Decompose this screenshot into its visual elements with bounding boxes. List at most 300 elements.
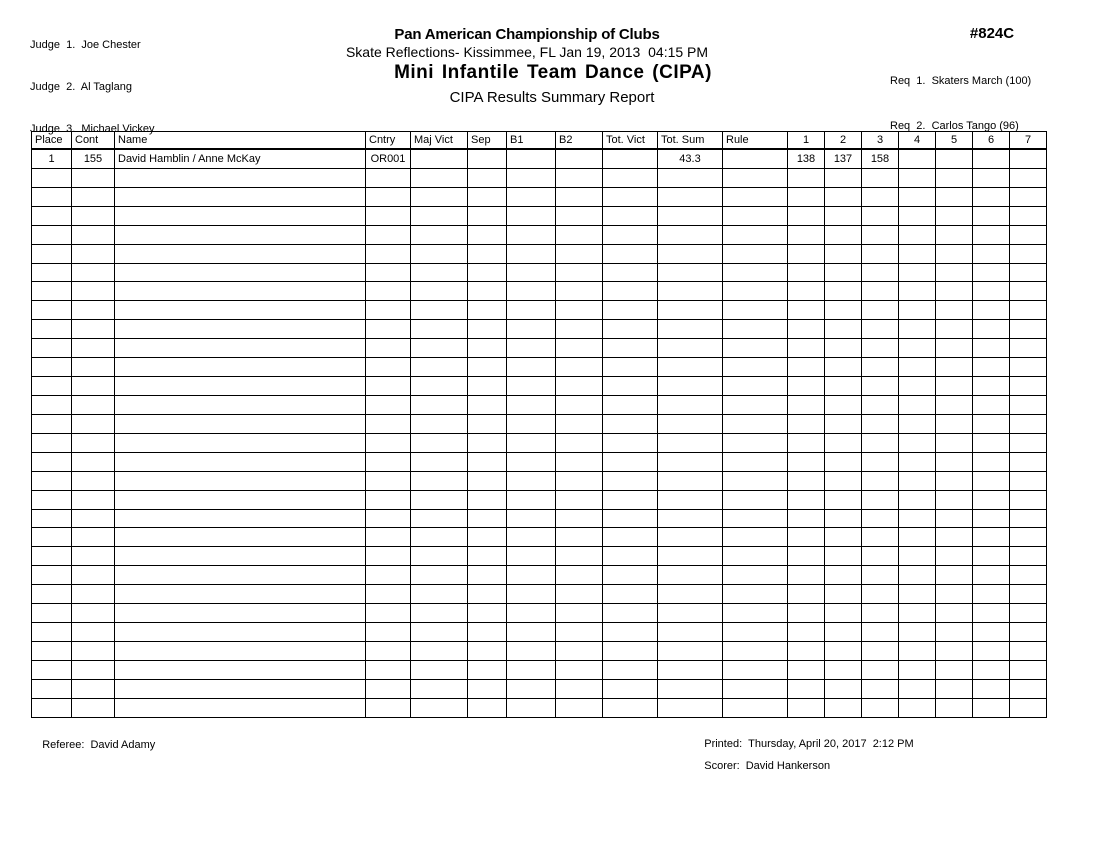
column-header-tot-vict: Tot. Vict	[603, 132, 658, 150]
table-cell	[723, 168, 788, 187]
table-cell	[366, 301, 411, 320]
table-cell	[507, 282, 556, 301]
table-cell	[32, 509, 72, 528]
table-cell	[788, 433, 825, 452]
table-cell	[603, 528, 658, 547]
table-cell	[603, 566, 658, 585]
table-cell	[825, 225, 862, 244]
table-cell	[32, 641, 72, 660]
table-cell	[973, 679, 1010, 698]
table-cell	[603, 623, 658, 642]
table-cell	[32, 604, 72, 623]
table-cell	[366, 490, 411, 509]
table-cell	[862, 225, 899, 244]
table-cell	[32, 528, 72, 547]
table-cell	[603, 585, 658, 604]
table-cell	[603, 358, 658, 377]
table-cell	[507, 377, 556, 396]
table-cell	[723, 244, 788, 263]
table-cell	[658, 320, 723, 339]
table-cell	[723, 320, 788, 339]
table-cell	[507, 547, 556, 566]
table-cell	[507, 395, 556, 414]
table-cell	[72, 263, 115, 282]
table-cell	[468, 414, 507, 433]
table-cell	[1010, 206, 1047, 225]
column-header-cntry: Cntry	[366, 132, 411, 150]
column-header-b1: B1	[507, 132, 556, 150]
table-cell	[723, 660, 788, 679]
table-cell	[788, 244, 825, 263]
table-cell	[973, 149, 1010, 168]
table-cell	[788, 320, 825, 339]
table-cell	[556, 528, 603, 547]
table-cell	[115, 377, 366, 396]
table-cell	[366, 641, 411, 660]
table-cell	[973, 641, 1010, 660]
table-cell	[72, 679, 115, 698]
table-cell	[32, 452, 72, 471]
table-cell	[973, 244, 1010, 263]
table-cell	[825, 414, 862, 433]
table-cell	[556, 452, 603, 471]
table-cell	[603, 547, 658, 566]
table-cell	[366, 358, 411, 377]
table-cell	[899, 301, 936, 320]
table-cell	[556, 566, 603, 585]
table-cell	[603, 414, 658, 433]
table-cell	[862, 698, 899, 717]
table-cell	[72, 206, 115, 225]
table-cell	[825, 320, 862, 339]
table-cell	[72, 395, 115, 414]
table-cell	[658, 509, 723, 528]
table-cell	[1010, 395, 1047, 414]
table-cell	[72, 528, 115, 547]
table-cell	[899, 528, 936, 547]
table-cell	[32, 623, 72, 642]
table-cell	[468, 206, 507, 225]
table-cell	[507, 263, 556, 282]
venue-date-line: Skate Reflections- Kissimmee, FL Jan 19, 2013 04:15 PM	[345, 44, 709, 60]
table-cell	[366, 244, 411, 263]
table-cell	[1010, 187, 1047, 206]
table-cell: 138	[788, 149, 825, 168]
table-cell	[556, 244, 603, 263]
table-cell	[411, 490, 468, 509]
column-header-5: 5	[936, 132, 973, 150]
table-cell	[507, 623, 556, 642]
table-cell	[1010, 528, 1047, 547]
table-cell	[603, 490, 658, 509]
table-cell	[1010, 414, 1047, 433]
table-cell	[32, 339, 72, 358]
table-cell	[366, 263, 411, 282]
table-cell	[366, 623, 411, 642]
table-cell	[862, 471, 899, 490]
table-cell	[825, 604, 862, 623]
printed-value: Thursday, April 20, 2017 2:12 PM	[748, 738, 914, 750]
table-cell	[507, 604, 556, 623]
table-cell	[32, 585, 72, 604]
result-row	[32, 149, 1047, 168]
table-cell	[1010, 149, 1047, 168]
table-cell	[32, 187, 72, 206]
table-cell	[862, 339, 899, 358]
table-cell	[507, 225, 556, 244]
table-cell	[1010, 585, 1047, 604]
table-cell	[366, 414, 411, 433]
table-cell	[788, 339, 825, 358]
table-cell	[899, 320, 936, 339]
table-cell	[862, 623, 899, 642]
table-cell	[825, 679, 862, 698]
column-header-4: 4	[899, 132, 936, 150]
table-cell	[723, 339, 788, 358]
table-cell	[936, 395, 973, 414]
table-cell: 155	[72, 149, 115, 168]
table-cell	[32, 660, 72, 679]
empty-row	[32, 528, 1047, 547]
table-cell	[936, 282, 973, 301]
table-cell	[411, 623, 468, 642]
table-cell	[556, 585, 603, 604]
table-cell	[411, 206, 468, 225]
table-cell	[468, 528, 507, 547]
table-cell	[658, 206, 723, 225]
table-cell	[411, 282, 468, 301]
column-header-7: 7	[1010, 132, 1047, 150]
table-cell	[658, 225, 723, 244]
table-cell	[115, 660, 366, 679]
requirement-line-2: Req 2. Carlos Tango (96)	[890, 120, 1019, 132]
table-cell	[115, 206, 366, 225]
table-cell	[32, 679, 72, 698]
empty-row	[32, 414, 1047, 433]
table-cell	[825, 168, 862, 187]
table-cell	[899, 547, 936, 566]
table-cell	[72, 433, 115, 452]
table-cell	[556, 490, 603, 509]
table-cell	[556, 187, 603, 206]
table-cell	[936, 452, 973, 471]
table-cell	[603, 377, 658, 396]
table-cell	[936, 433, 973, 452]
table-cell	[862, 414, 899, 433]
table-cell	[115, 282, 366, 301]
table-cell	[862, 509, 899, 528]
table-cell	[899, 641, 936, 660]
table-cell	[1010, 641, 1047, 660]
table-cell	[72, 490, 115, 509]
table-cell	[825, 490, 862, 509]
table-cell	[1010, 377, 1047, 396]
table-cell	[366, 698, 411, 717]
table-cell	[32, 414, 72, 433]
table-cell	[115, 585, 366, 604]
empty-row	[32, 698, 1047, 717]
table-cell	[603, 395, 658, 414]
table-cell	[115, 414, 366, 433]
column-header-sep: Sep	[468, 132, 507, 150]
table-cell	[723, 698, 788, 717]
table-cell	[32, 301, 72, 320]
table-cell	[32, 263, 72, 282]
table-cell	[658, 471, 723, 490]
table-cell	[366, 679, 411, 698]
table-cell	[788, 641, 825, 660]
table-cell: 43.3	[658, 149, 723, 168]
table-cell	[603, 679, 658, 698]
table-cell	[936, 641, 973, 660]
table-cell	[366, 509, 411, 528]
table-cell	[72, 471, 115, 490]
table-cell	[862, 585, 899, 604]
table-cell	[411, 414, 468, 433]
table-cell	[366, 225, 411, 244]
table-cell	[507, 320, 556, 339]
table-cell	[825, 263, 862, 282]
table-cell	[72, 566, 115, 585]
table-cell	[507, 339, 556, 358]
table-cell	[936, 301, 973, 320]
table-cell	[723, 547, 788, 566]
table-cell	[556, 395, 603, 414]
table-cell	[556, 320, 603, 339]
table-cell	[556, 149, 603, 168]
empty-row	[32, 168, 1047, 187]
table-cell	[366, 528, 411, 547]
table-cell	[366, 547, 411, 566]
table-cell	[468, 187, 507, 206]
table-cell	[936, 414, 973, 433]
table-cell	[507, 414, 556, 433]
table-cell	[973, 509, 1010, 528]
table-cell	[936, 623, 973, 642]
table-cell	[32, 471, 72, 490]
table-cell	[825, 452, 862, 471]
table-cell	[936, 660, 973, 679]
table-cell	[411, 149, 468, 168]
table-cell	[973, 263, 1010, 282]
table-cell	[788, 679, 825, 698]
table-cell	[72, 377, 115, 396]
table-cell	[603, 282, 658, 301]
table-cell	[468, 339, 507, 358]
table-cell	[788, 187, 825, 206]
table-cell	[1010, 660, 1047, 679]
table-cell	[936, 206, 973, 225]
table-cell	[72, 358, 115, 377]
table-cell	[936, 679, 973, 698]
table-cell	[411, 395, 468, 414]
table-cell	[468, 679, 507, 698]
table-cell	[862, 263, 899, 282]
table-cell	[723, 623, 788, 642]
table-cell	[788, 547, 825, 566]
table-cell	[788, 263, 825, 282]
column-header-name: Name	[115, 132, 366, 150]
table-cell	[556, 206, 603, 225]
table-cell	[115, 490, 366, 509]
table-cell	[658, 547, 723, 566]
table-cell	[973, 698, 1010, 717]
table-cell	[115, 358, 366, 377]
results-table	[31, 131, 1047, 718]
empty-row	[32, 301, 1047, 320]
table-cell	[788, 528, 825, 547]
table-cell	[556, 433, 603, 452]
table-cell	[658, 244, 723, 263]
table-cell	[862, 395, 899, 414]
table-cell	[658, 698, 723, 717]
table-cell	[973, 471, 1010, 490]
table-cell	[507, 206, 556, 225]
table-cell	[411, 244, 468, 263]
table-cell	[862, 301, 899, 320]
referee-line	[30, 729, 155, 762]
table-cell: 137	[825, 149, 862, 168]
table-cell	[507, 660, 556, 679]
table-cell	[411, 566, 468, 585]
table-cell	[862, 433, 899, 452]
table-cell	[658, 585, 723, 604]
table-cell	[1010, 339, 1047, 358]
table-cell	[973, 301, 1010, 320]
table-cell	[72, 301, 115, 320]
table-cell	[72, 244, 115, 263]
table-cell	[825, 641, 862, 660]
table-cell	[936, 358, 973, 377]
column-header-place: Place	[32, 132, 72, 150]
table-cell	[973, 566, 1010, 585]
table-cell	[366, 206, 411, 225]
table-cell	[899, 187, 936, 206]
table-cell	[366, 433, 411, 452]
table-cell	[115, 187, 366, 206]
table-cell	[825, 395, 862, 414]
table-cell	[973, 623, 1010, 642]
table-cell	[899, 433, 936, 452]
table-cell	[899, 509, 936, 528]
table-cell	[862, 679, 899, 698]
table-cell	[507, 528, 556, 547]
table-cell	[72, 660, 115, 679]
table-cell	[115, 168, 366, 187]
table-cell	[115, 547, 366, 566]
table-cell	[1010, 282, 1047, 301]
table-cell	[723, 358, 788, 377]
table-cell	[723, 263, 788, 282]
empty-row	[32, 282, 1047, 301]
table-cell	[788, 660, 825, 679]
table-cell	[603, 263, 658, 282]
table-cell	[411, 585, 468, 604]
table-cell	[899, 168, 936, 187]
table-cell	[1010, 566, 1047, 585]
table-cell	[936, 698, 973, 717]
table-cell	[825, 585, 862, 604]
table-cell	[658, 660, 723, 679]
requirement-line-1: Req 1. Skaters March (100)	[890, 75, 1032, 87]
column-header-rule: Rule	[723, 132, 788, 150]
empty-row	[32, 566, 1047, 585]
table-cell	[366, 339, 411, 358]
table-cell	[899, 585, 936, 604]
table-cell	[825, 660, 862, 679]
table-cell	[658, 187, 723, 206]
table-cell	[788, 623, 825, 642]
table-cell	[825, 301, 862, 320]
table-cell: David Hamblin / Anne McKay	[115, 149, 366, 168]
empty-row	[32, 244, 1047, 263]
table-cell	[507, 698, 556, 717]
table-cell	[936, 509, 973, 528]
judge-line-2: Judge 2. Al Taglang	[30, 81, 132, 93]
table-cell	[723, 206, 788, 225]
table-cell	[658, 395, 723, 414]
table-cell	[507, 490, 556, 509]
table-cell	[507, 641, 556, 660]
table-cell	[825, 566, 862, 585]
table-cell	[32, 566, 72, 585]
table-cell	[411, 698, 468, 717]
empty-row	[32, 509, 1047, 528]
table-cell	[658, 263, 723, 282]
table-cell	[825, 206, 862, 225]
event-title: Mini Infantile Team Dance (CIPA)	[394, 62, 712, 83]
table-cell	[899, 225, 936, 244]
table-cell	[788, 377, 825, 396]
empty-row	[32, 263, 1047, 282]
table-cell	[507, 471, 556, 490]
table-cell	[862, 641, 899, 660]
table-cell	[72, 547, 115, 566]
table-cell	[115, 566, 366, 585]
table-cell	[936, 187, 973, 206]
table-cell	[411, 547, 468, 566]
empty-row	[32, 679, 1047, 698]
table-cell	[1010, 320, 1047, 339]
column-header-cont: Cont	[72, 132, 115, 150]
table-cell	[1010, 679, 1047, 698]
table-cell	[825, 547, 862, 566]
table-cell	[825, 528, 862, 547]
table-cell	[468, 509, 507, 528]
table-cell	[603, 320, 658, 339]
table-cell	[468, 604, 507, 623]
table-cell	[32, 320, 72, 339]
table-cell	[723, 452, 788, 471]
table-cell	[899, 471, 936, 490]
table-cell	[899, 698, 936, 717]
table-cell	[468, 244, 507, 263]
empty-row	[32, 225, 1047, 244]
table-cell	[72, 187, 115, 206]
table-cell	[411, 471, 468, 490]
table-cell	[411, 433, 468, 452]
table-cell	[468, 433, 507, 452]
table-cell	[658, 414, 723, 433]
table-cell	[556, 263, 603, 282]
table-cell	[468, 490, 507, 509]
table-cell	[936, 566, 973, 585]
empty-row	[32, 471, 1047, 490]
table-cell	[556, 698, 603, 717]
table-cell	[468, 282, 507, 301]
table-cell	[507, 433, 556, 452]
event-number: #824C	[969, 25, 1015, 42]
